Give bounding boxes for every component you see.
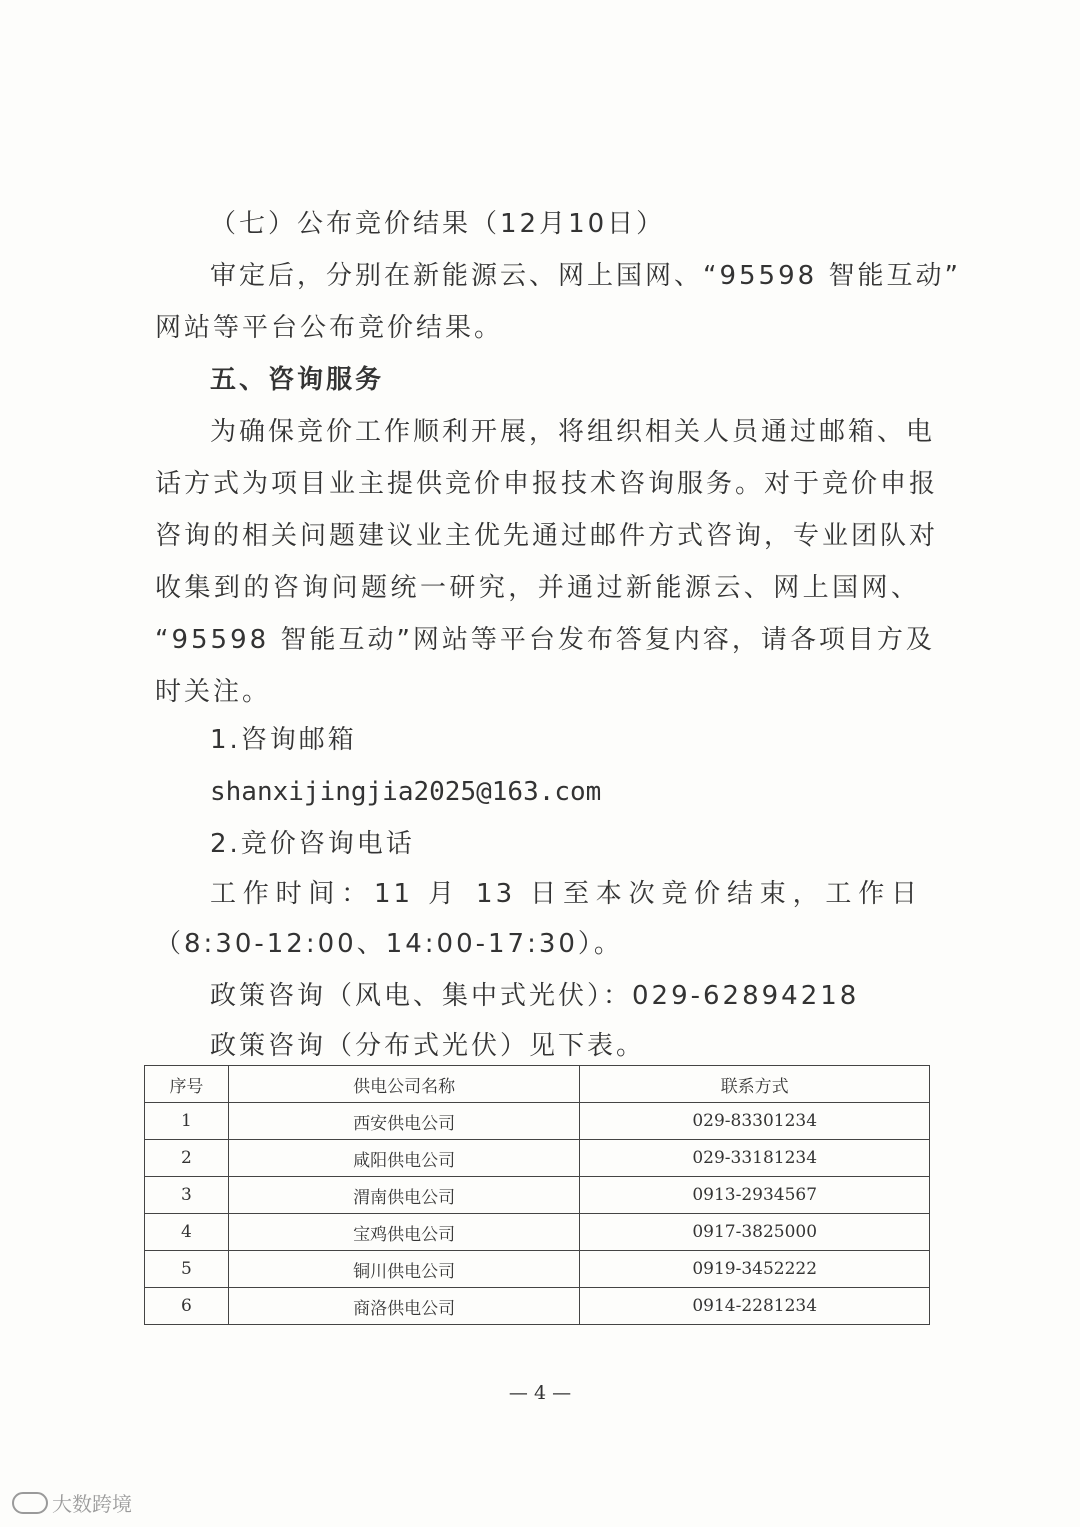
- table-row: [145, 1251, 930, 1288]
- cell-index: 3: [145, 1177, 229, 1214]
- page-number: — 4 —: [508, 1382, 572, 1404]
- watermark-logo-icon: [12, 1492, 48, 1514]
- header-contact: 联系方式: [580, 1066, 930, 1103]
- paragraph-consult-line2: 话方式为项目业主提供竞价申报技术咨询服务。对于竞价申报: [155, 469, 939, 499]
- contact-table: [144, 1065, 930, 1325]
- policy-consult-wind: 政策咨询（风电、集中式光伏）：029-62894218: [210, 981, 860, 1011]
- table-header-row: [145, 1066, 930, 1103]
- paragraph-consult-line5: “95598 智能互动”网站等平台发布答复内容，请各项目方及: [155, 625, 935, 655]
- cell-company: 商洛供电公司: [228, 1288, 579, 1325]
- cell-phone: 029-33181234: [580, 1140, 930, 1177]
- table-row: [145, 1177, 930, 1214]
- header-company: 供电公司名称: [228, 1066, 579, 1103]
- watermark-text: 大数跨境: [52, 1492, 132, 1516]
- section-5-heading: 五、咨询服务: [210, 365, 385, 395]
- working-hours-line2: （8:30-12:00、14:00-17:30）。: [155, 929, 623, 959]
- cell-company: 渭南供电公司: [228, 1177, 579, 1214]
- working-hours-line1: 工作时间：11 月 13 日至本次竞价结束，工作日: [210, 879, 920, 909]
- cell-phone: 0917-3825000: [580, 1214, 930, 1251]
- table-row: [145, 1140, 930, 1177]
- cell-index: 1: [145, 1103, 229, 1140]
- cell-index: 6: [145, 1288, 229, 1325]
- watermark: [12, 1488, 132, 1517]
- cell-company: 铜川供电公司: [228, 1251, 579, 1288]
- table-row: [145, 1214, 930, 1251]
- cell-index: 2: [145, 1140, 229, 1177]
- paragraph-review-line2: 网站等平台公布竞价结果。: [155, 313, 504, 343]
- cell-company: 宝鸡供电公司: [228, 1214, 579, 1251]
- cell-phone: 0914-2281234: [580, 1288, 930, 1325]
- cell-phone: 0919-3452222: [580, 1251, 930, 1288]
- cell-phone: 0913-2934567: [580, 1177, 930, 1214]
- email-heading: 1.咨询邮箱: [210, 725, 357, 755]
- cell-index: 5: [145, 1251, 229, 1288]
- paragraph-consult-line6: 时关注。: [155, 677, 272, 707]
- section-7-title: （七）公布竞价结果（12月10日）: [210, 209, 666, 239]
- cell-company: 西安供电公司: [228, 1103, 579, 1140]
- cell-phone: 029-83301234: [580, 1103, 930, 1140]
- phone-heading: 2.竞价咨询电话: [210, 829, 415, 859]
- cell-company: 咸阳供电公司: [228, 1140, 579, 1177]
- table-row: [145, 1288, 930, 1325]
- table-row: [145, 1103, 930, 1140]
- paragraph-consult-line1: 为确保竞价工作顺利开展，将组织相关人员通过邮箱、电: [210, 417, 936, 447]
- cell-index: 4: [145, 1214, 229, 1251]
- paragraph-review-line1: 审定后，分别在新能源云、网上国网、“95598 智能互动”: [210, 261, 961, 291]
- paragraph-consult-line3: 咨询的相关问题建议业主优先通过邮件方式咨询，专业团队对: [155, 521, 939, 551]
- email-address: shanxijingjia2025@163.com: [210, 777, 602, 807]
- paragraph-consult-line4: 收集到的咨询问题统一研究，并通过新能源云、网上国网、: [155, 573, 920, 603]
- policy-consult-distributed: 政策咨询（分布式光伏）见下表。: [210, 1031, 646, 1061]
- header-index: 序号: [145, 1066, 229, 1103]
